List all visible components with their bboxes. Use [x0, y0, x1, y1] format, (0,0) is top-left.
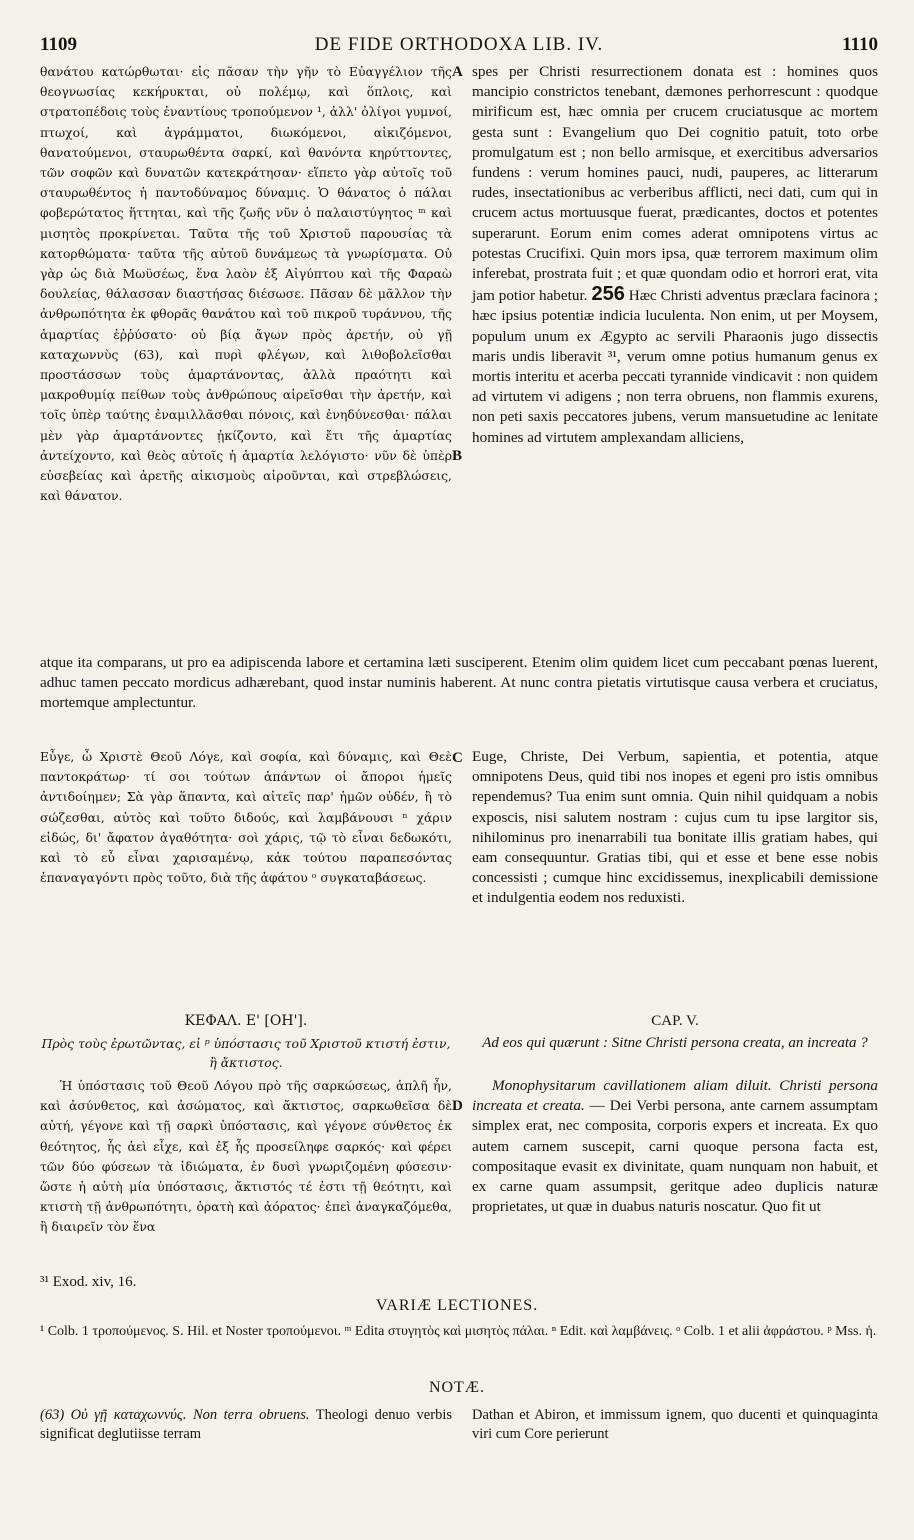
column-number: 256 [591, 283, 625, 306]
chapter-heading-latin: CAP. V. [651, 1013, 699, 1029]
notae-left-column [40, 1406, 452, 1444]
page-number-left: 1109 [40, 34, 77, 55]
latin-column-2 [472, 747, 878, 909]
greek-paragraph-3: Ἡ ὑπόστασις τοῦ Θεοῦ Λόγου πρὸ τῆς σαρκώσεως, ἁπλῆ ἦν, καὶ ἀσύνθετος, καὶ ἀσώματος, καὶ ἄκτιστος, σαρκωθεῖσα δὲ αὐτή, γέγονε καὶ τῇ σαρκὶ ὑπόστασις, καὶ γέγονε σύνθετος ἐκ θεότητος, ἧς ἀεὶ εἶχε, καὶ ἐξ ἧς προσείληφε σαρκός· καὶ φέρει τῶν δύο φύσεων τὰ ἰδιώματα, ἐν δυσὶ γνωριζομένη φύσεσιν· ὥστε ἡ αὐτὴ μία ὑπόστασις, ἄκτιστός τέ ἐστι τῇ θεότητι, καὶ κτιστὴ τῇ ἀνθρωπότητι, ὁρατὴ καὶ ἀόρατος· ἐπεὶ ἀναγκαζόμεθα, ἢ διαιρεῖν τὸν ἕνα [40, 1078, 452, 1235]
latin-paragraph-3 [472, 1076, 878, 1217]
latin-column-3 [472, 1076, 878, 1217]
margin-letter-c: C [452, 750, 463, 766]
greek-column-2 [40, 747, 452, 888]
latin-text-3: — Dei Verbi persona, ante carnem assumptam simplex erat, nec composita, corporis expers et increata. Ex quo autem carnem suscepit, carni quoque persona facta est, compositaque evasit ex divinitate, quam nunquam non habuit, et ex carne quam assumpsit, geritque adeo duplicis naturæ proprietates, ut quæ in duabus naturis noscatur. Quo fit ut [472, 1097, 878, 1216]
latin-paragraph [472, 62, 878, 448]
latin-paragraph-2: Euge, Christe, Dei Verbum, sapientia, et potentia, atque omnipotens Deus, quid tibi nos inopes et egeni pro istis omnibus rependemus? Tua enim sunt omnia. Quin nihil quidquam a nobis exposcis, nisi salutem nostram : cujus cum tu ipse largitor sis, nihilominus pro inenarrabili tua bonitate illis gratiam habes, qui eam consequuntur. Gratias tibi, qui et esse et bene esse nobis concessisti ; cumque hinc excidissemus, inexplicabili demissione et indulgentia eodem nos reduxisti. [472, 748, 878, 907]
greek-column-1 [40, 62, 452, 506]
chapter-subtitle-greek: Πρὸς τοὺς ἐρωτῶντας, εἰ ᵖ ὑπόστασις τοῦ Χριστοῦ κτιστή ἐστιν, ἢ ἄκτιστος. [41, 1036, 451, 1070]
margin-letter-d: D [452, 1098, 463, 1114]
chapter-heading-greek: ΚΕΦΑΛ. Ε' [ΟΗ']. [184, 1013, 308, 1029]
latin-text-part-1: spes per Christi resurrectionem donata est : homines quos mancipio constrictos tenebant, dæmones perhorrescunt : quodque mirificum est, hæc omnia per crucem cruciatusque ac mortem gesta sunt : Evangelium quo Dei cognitio patuit, toto orbe promulgatum est ; non bello armisque, et exercitibus adversarios fundens : verum homines pauci, nudi, pauperes, ac litterarum rudes, insectationibus ac verberibus afflicti, neci dati, cum qui in crucem actus mortuusque fuerat, prædicantes, doctos et potentes superarunt. Eorum enim comes aderat omnipotens virtus ac potestas Crucifixi. Quin mors ipsa, quæ terrorem maximum olim inferebat, prostrata fuit ; et quæ quondam odio et horrori erat, vita jam potior habetur. [472, 63, 878, 305]
chapter-subtitle-latin: Ad eos qui quærunt : Sitne Christi persona creata, an increata ? [482, 1035, 868, 1051]
variae-lectiones-text: ¹ Colb. 1 τροπούμενος. S. Hil. et Noster τροπούμενοι. ᵐ Edita στυγητὸς καὶ μισητὸς πάλαι. ⁿ Edit. καὶ λαμβάνεις. ᵒ Colb. 1 et alii ἀφράστου. ᵖ Mss. ἡ. [40, 1324, 877, 1339]
running-title: DE FIDE ORTHODOXA LIB. IV. [314, 34, 604, 55]
chapter-summary: Monophysitarum cavillationem aliam diluit. Christi persona increata et creata. [472, 1077, 878, 1115]
latin-text-part-2: Hæc Christi adventus præclara facinora ; hæc ipsius potentiæ indicia luculenta. Non enim, ut per Moysem, populum unum ex Ægypto ac servili Pharaonis jugo dissectis maris undis liberavit ³¹, verum omne potius humanum genus ex mortis interitu et acerba peccati tyrannide vindicavit : non quidem ad virtutem vi adigens ; non terra obruens, non flammis exurens, non peti saxis peccatores jubens, verum mansuetudine ac lenitate homines ad virtutem amplexandam alliciens, [472, 287, 879, 446]
page-number-right: 1110 [842, 34, 878, 55]
greek-paragraph: θανάτου κατώρθωται· εἰς πᾶσαν τὴν γῆν τὸ Εὐαγγέλιον τῆς θεογνωσίας κεκήρυκται, οὐ πολέμῳ, καὶ ὅπλοις, καὶ στρατοπέδοις τοὺς ἐναντίους τροπούμενον ¹, ἀλλ' ὀλίγοι γυμνοί, πτωχοί, καὶ ἀγράμματοι, διωκόμενοι, αἰκιζόμενοι, θανατούμενοι, σταυρωθέντα σαρκί, καὶ θανόντα κηρύττοντες, τῶν σοφῶν καὶ δυνατῶν κατεκράτησαν· εἵπετο γὰρ αὐτοῖς τοῦ σταυρωθέντος ἡ παντοδύναμος δύναμις. Ὁ θάνατος ὁ πάλαι φοβερώτατος ἥττηται, καὶ τῆς ζωῆς νῦν ὁ παλαιστύγητος ᵐ καὶ μισητὸς προκρίνεται. Ταῦτα τῆς τοῦ Χριστοῦ παρουσίας τὰ κατορθώματα· ταῦτα τῆς αὐτοῦ δυνάμεως τὰ γνωρίσματα. Οὐ γὰρ ὡς διὰ Μωϋσέως, ἕνα λαὸν ἐξ Αἰγύπτου καὶ τῆς Φαραὼ δουλείας, θάλασσαν διαστήσας διέσωσε. Πᾶσαν δὲ μᾶλλον τὴν ἀνθρωπότητα ἐκ φθορᾶς θανάτου καὶ τοῦ πικροῦ τυράννου, τῆς ἁμαρτίας ἐῤῥύσατο· οὐ βίᾳ ἄγων πρὸς ἀρετήν, οὐ γῇ καταχωννὺς (63), καὶ πυρὶ φλέγων, καὶ λιθοβολεῖσθαι προστάσσων τοὺς ἁμαρτάνοντας, ἀλλὰ πραότητι καὶ μακροθυμίᾳ πείθων τοὺς ἀνθρώπους αἱρεῖσθαι τὴν ἀρετήν, καὶ τοῖς ὑπὲρ ταύτης ἐναμιλλᾶσθαι πόνοις, καὶ ἐνηδύνεσθαι· πάλαι μὲν γὰρ ἁμαρτάνοντες ᾐκίζοντο, καὶ ἔτι τῆς ἁμαρτίας ἀντείχοντο, καὶ θεὸς αὐτοῖς ἡ ἁμαρτία λελόγιστο· νῦν δὲ ὑπὲρ εὐσεβείας καὶ ἀρετῆς αἰκισμοὺς αἱροῦνται, καὶ στρεβλώσεις, καὶ θάνατον. [40, 64, 452, 504]
notae-right-column: Dathan et Abiron, et immissum ignem, quo ducenti et quinquaginta viri cum Core perierunt [472, 1407, 878, 1442]
margin-letter-a: A [452, 64, 463, 80]
page-header [40, 34, 878, 60]
footnote-31: ³¹ Exod. xiv, 16. [40, 1274, 137, 1290]
margin-letter-b: B [452, 448, 463, 464]
greek-paragraph-2: Εὖγε, ὦ Χριστὲ Θεοῦ Λόγε, καὶ σοφία, καὶ δύναμις, καὶ Θεὲ παντοκράτωρ· τί σοι τούτων ἁπάντων οἱ ἄποροι ἡμεῖς ἀντιδοίημεν; Σὰ γὰρ ἅπαντα, καὶ αἰτεῖς παρ' ἡμῶν οὐδέν, ἢ τὸ σώζεσθαι, αὐτὸς καὶ τοῦτο διδούς, καὶ λαμβάνουσι ⁿ χάριν εἰδώς, δι' ἄφατον ἀγαθότητα· σοὶ χάρις, τῷ τὸ εἶναι δεδωκότι, καὶ τὸ εὖ εἶναι χαρισαμένῳ, κἀκ τούτου παραπεσόντας ἐπαναγαγόντι πρὸς τοῦτο, διὰ τῆς ἀφάτου ᵒ συγκαταβάσεως. [40, 749, 452, 886]
notae-lemma: (63) Οὐ γῇ καταχωννύς. Non terra obruens. [40, 1407, 310, 1423]
variae-lectiones-heading: VARIÆ LECTIONES. [375, 1297, 539, 1314]
latin-column-1 [472, 62, 878, 448]
greek-column-3 [40, 1076, 452, 1238]
notae-left-text: Theologi denuo verbis significat deglutiisse terram [40, 1407, 452, 1442]
latin-full-width [40, 653, 878, 714]
latin-full-paragraph: atque ita comparans, ut pro ea adipiscenda labore et certamina læti susciperent. Etenim olim quidem licet cum peccabant pœnas luerent, adhuc tamen peccato mordicus adhærebant, quod instar numinis haberent. At nunc contra pietatis virtutisque causa verbera et cruciatus, mortemque amplectuntur. [40, 654, 878, 712]
notae-heading: NOTÆ. [428, 1379, 486, 1396]
